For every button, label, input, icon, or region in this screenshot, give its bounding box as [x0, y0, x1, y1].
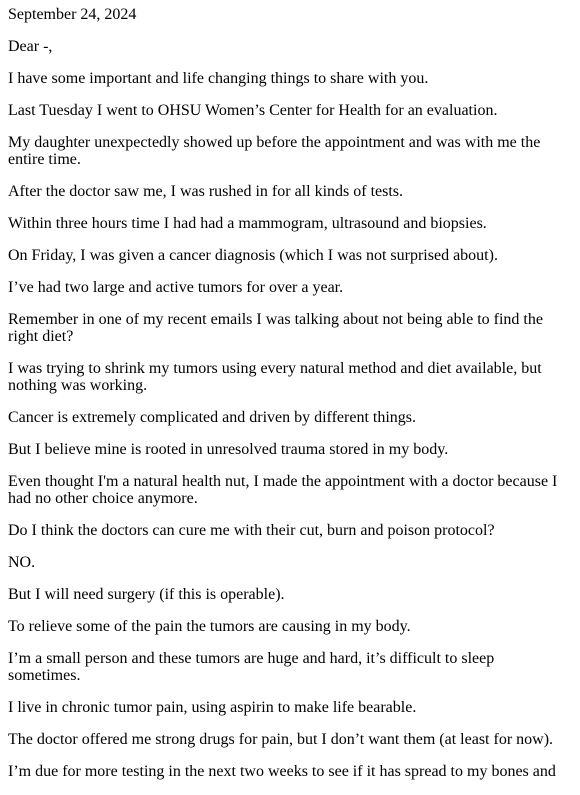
paragraph: I live in chronic tumor pain, using aspirin to make life bearable. — [8, 699, 417, 716]
paragraph: Do I think the doctors can cure me with their cut, burn and poison protocol? — [8, 522, 495, 539]
paragraph: On Friday, I was given a cancer diagnosis (which I was not surprised about). — [8, 247, 498, 264]
paragraph: But I believe mine is rooted in unresolved trauma stored in my body. — [8, 441, 449, 458]
salutation: Dear -, — [8, 38, 53, 55]
letter-body — [8, 6, 570, 795]
paragraph: Cancer is extremely complicated and driven by different things. — [8, 409, 417, 426]
paragraph: I’m a small person and these tumors are huge and hard, it’s difficult to sleep sometimes. — [8, 650, 495, 684]
paragraph: My daughter unexpectedly showed up before the appointment and was with me the entire time. — [8, 134, 541, 168]
paragraph: To relieve some of the pain the tumors are causing in my body. — [8, 618, 411, 635]
paragraph: Within three hours time I had had a mammogram, ultrasound and biopsies. — [8, 215, 487, 232]
paragraph: I have some important and life changing things to share with you. — [8, 70, 429, 87]
paragraph: Last Tuesday I went to OHSU Women’s Center for Health for an evaluation. — [8, 102, 498, 119]
letter-date: September 24, 2024 — [8, 6, 137, 23]
paragraph: Even thought I'm a natural health nut, I made the appointment with a doctor because I had no other choice anymore. — [8, 473, 558, 507]
paragraph: I’m due for more testing in the next two weeks to see if it has spread to my bones and — [8, 763, 556, 780]
paragraph: But I will need surgery (if this is operable). — [8, 586, 285, 603]
paragraph: I was trying to shrink my tumors using every natural method and diet available, but nothing was working. — [8, 360, 542, 394]
paragraph: Remember in one of my recent emails I was talking about not being able to find the right diet? — [8, 311, 543, 345]
paragraph: After the doctor saw me, I was rushed in for all kinds of tests. — [8, 183, 404, 200]
paragraph: I’ve had two large and active tumors for over a year. — [8, 279, 344, 296]
paragraph: The doctor offered me strong drugs for pain, but I don’t want them (at least for now). — [8, 731, 554, 748]
paragraph: NO. — [8, 554, 36, 571]
